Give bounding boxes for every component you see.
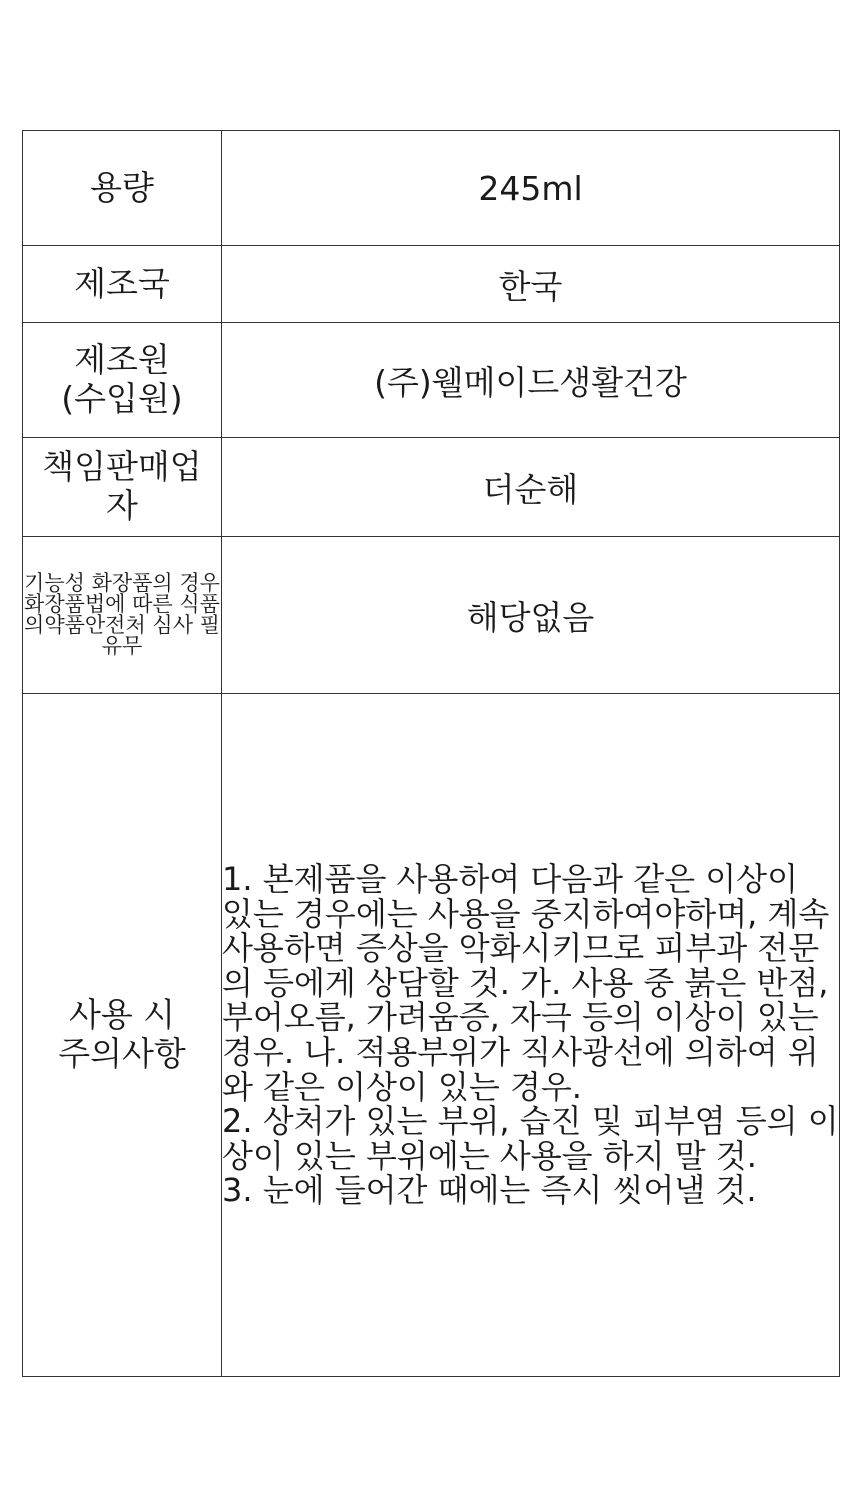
country-value: 한국 xyxy=(222,246,840,323)
volume-label: 용량 xyxy=(23,131,222,246)
caution-label: 사용 시 주의사항 xyxy=(23,694,222,1377)
table-row-seller xyxy=(23,438,840,537)
manufacturer-value: (주)웰메이드생활건강 xyxy=(222,323,840,438)
table-row-caution xyxy=(23,694,840,1377)
table-row-country xyxy=(23,246,840,323)
table-row-manufacturer xyxy=(23,323,840,438)
product-info-table xyxy=(22,130,840,1377)
seller-value: 더순해 xyxy=(222,438,840,537)
caution-text: 1. 본제품을 사용하여 다음과 같은 이상이 있는 경우에는 사용을 중지하여야하며, 계속 사용하면 증상을 악화시키므로 피부과 전문의 등에게 상담할 것. 가. 사용 중 붉은 반점, 부어오름, 가려움증, 자극 등의 이상이 있는 경우. 나. 적용부위가 직사광선에 의하여 위와 같은 이상이 있는 경우. 2. 상처가 있는 부위, 습진 및 피부염 등의 이상이 있는 부위에는 사용을 하지 말 것. 3. 눈에 들어간 때에는 즉시 씻어낼 것. xyxy=(222,694,840,1377)
country-label: 제조국 xyxy=(23,246,222,323)
seller-label: 책임판매업자 xyxy=(23,438,222,537)
table-row-functional xyxy=(23,537,840,694)
functional-label: 기능성 화장품의 경우 화장품법에 따른 식품의약품안전처 심사 필 유무 xyxy=(23,537,222,694)
table-row-volume xyxy=(23,131,840,246)
volume-value: 245ml xyxy=(222,131,840,246)
functional-value: 해당없음 xyxy=(222,537,840,694)
manufacturer-label: 제조원 (수입원) xyxy=(23,323,222,438)
